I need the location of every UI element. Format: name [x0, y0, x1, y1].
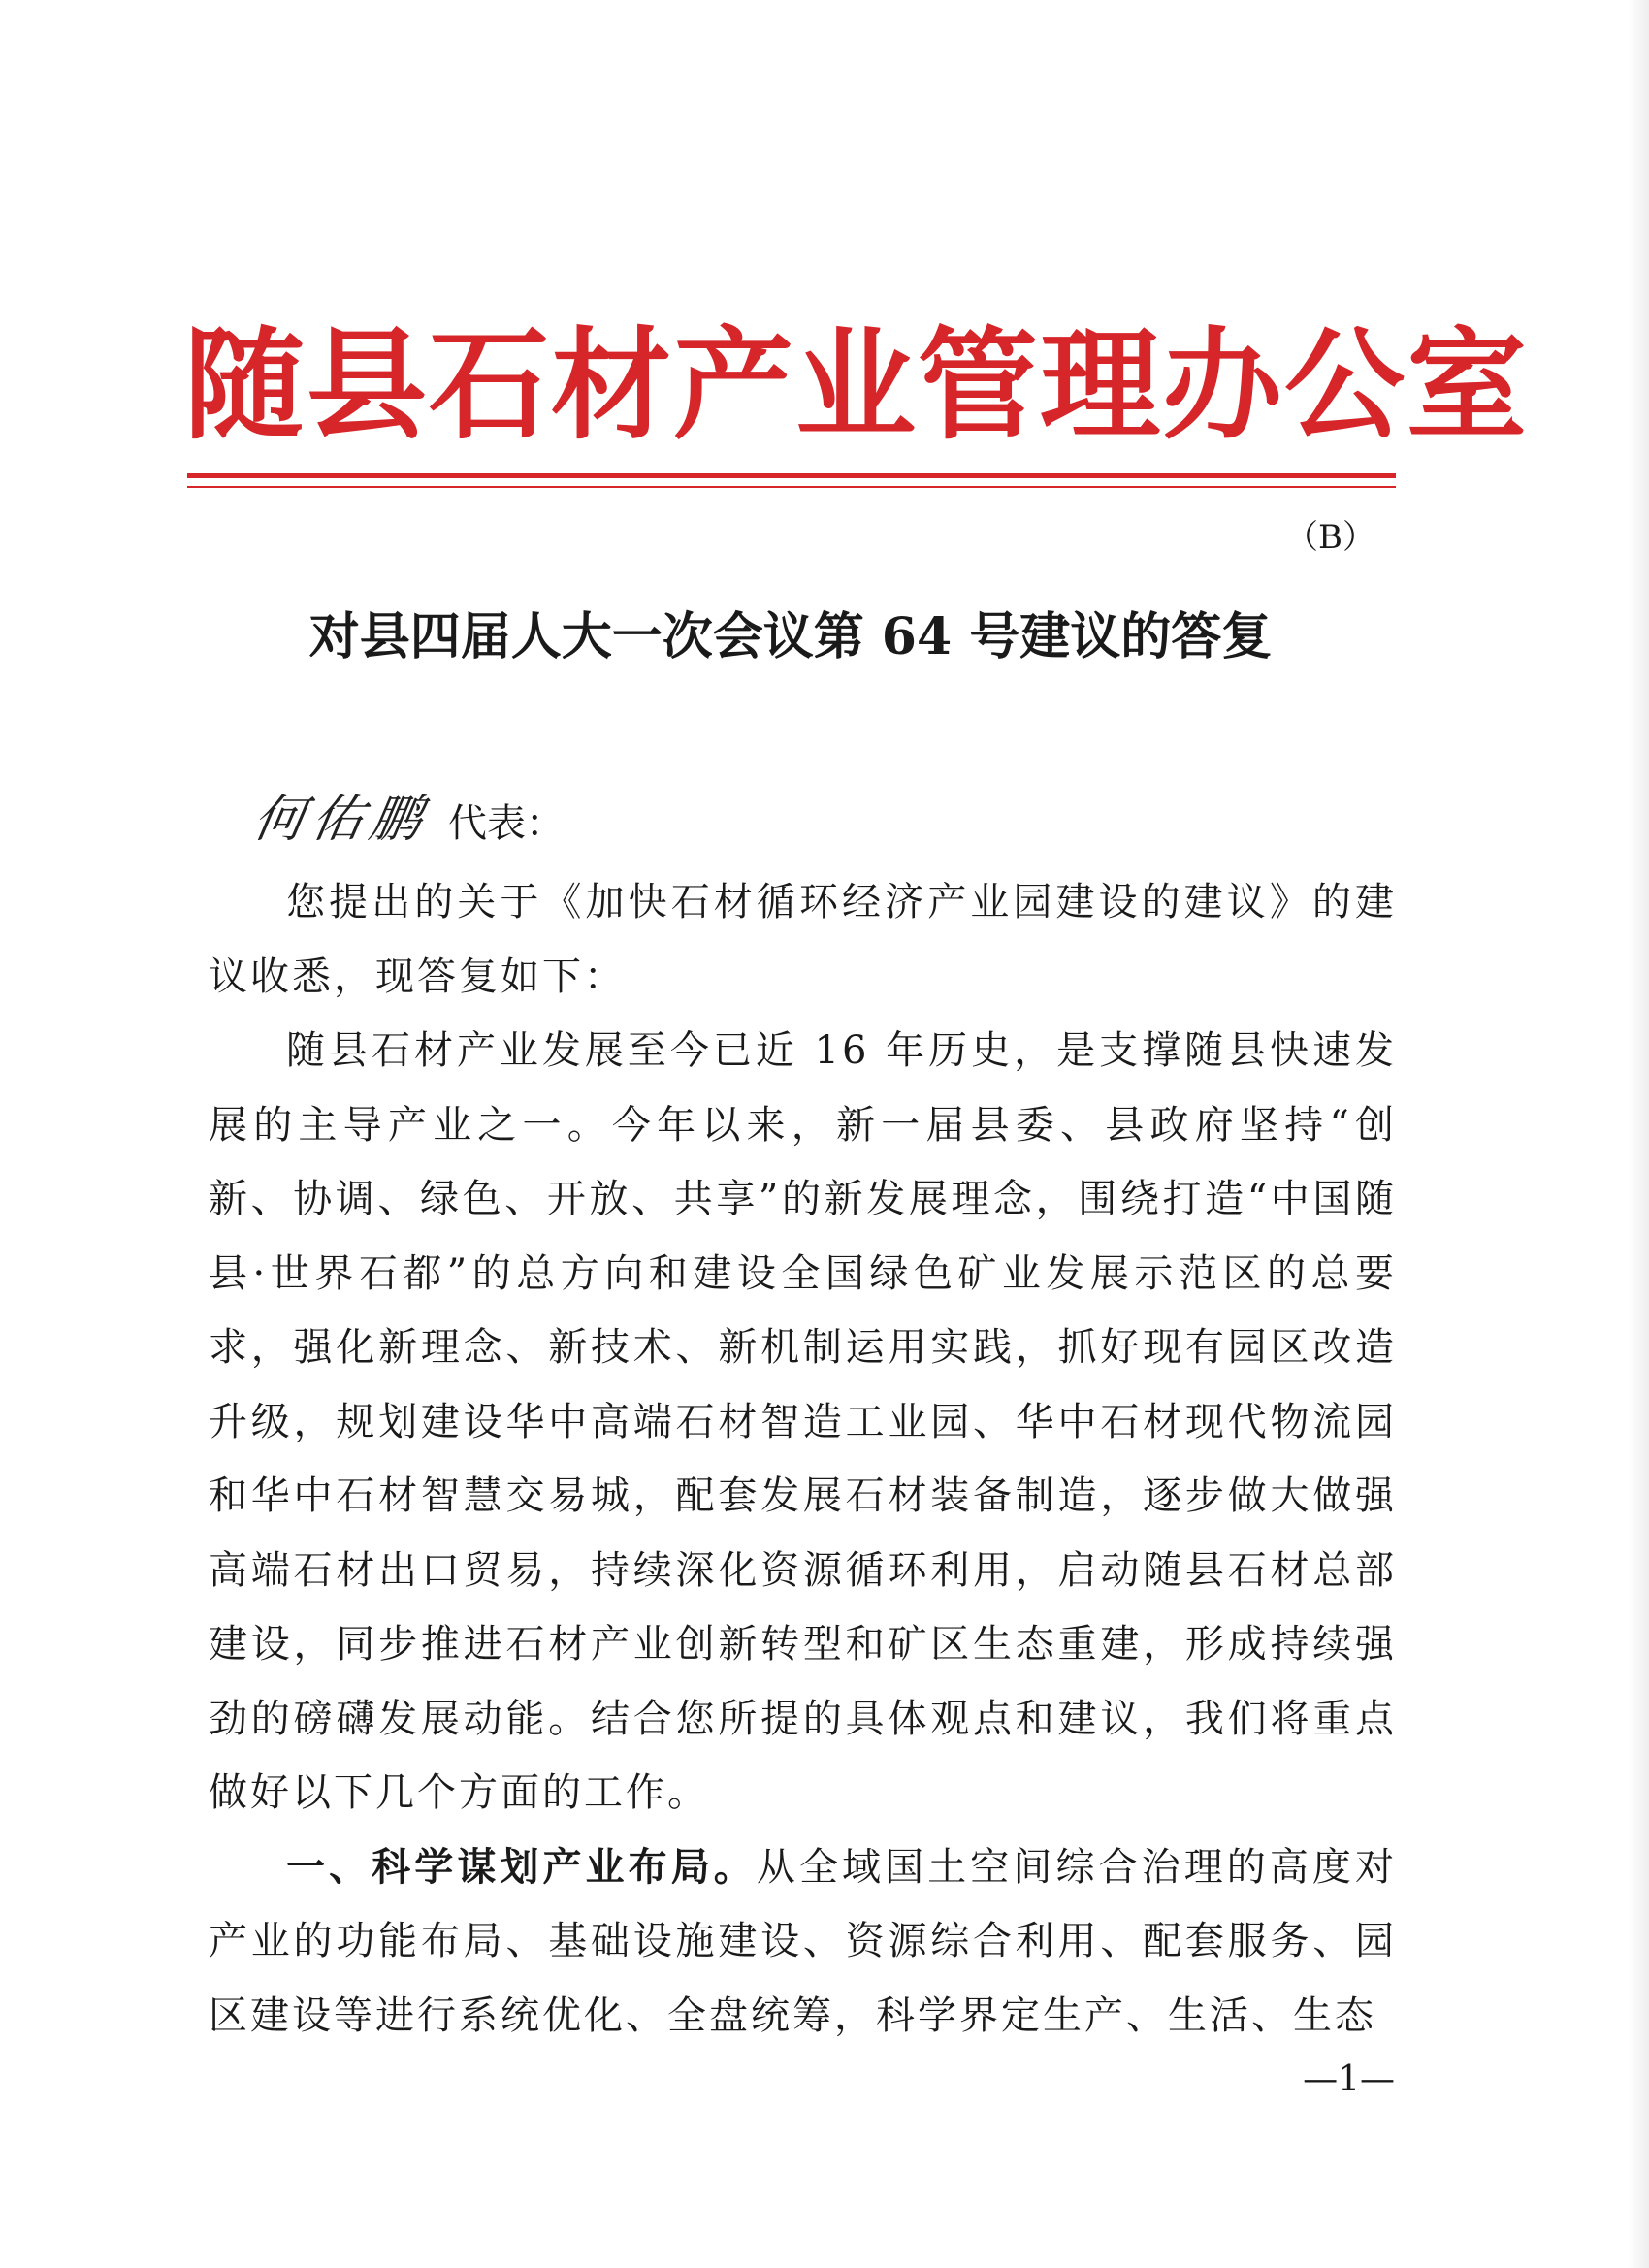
letterhead-rule-thin [187, 486, 1396, 488]
paragraph: 随县石材产业发展至今已近 16 年历史，是支撑随县快速发展的主导产业之一。今年以来，新一届县委、县政府坚持“创新、协调、绿色、开放、共享”的新发展理念，围绕打造“中国随县·世界石都”的总方向和建设全国绿色矿业发展示范区的总要求，强化新理念、新技术、新机制运用实践，抓好现有园区改造升级，规划建设华中高端石材智造工业园、华中石材现代物流园和华中石材智慧交易城，配套发展石材装备制造，逐步做大做强高端石材出口贸易，持续深化资源循环利用，启动随县石材总部建设，同步推进石材产业创新转型和矿区生态重建，形成持续强劲的磅礴发展动能。结合您所提的具体观点和建议，我们将重点做好以下几个方面的工作。 [209, 1028, 1397, 1815]
paragraph: 您提出的关于《加快石材循环经济产业园建设的建议》的建议收悉，现答复如下： [209, 880, 1397, 999]
document-class-mark: （B） [1285, 518, 1375, 557]
salutation-suffix: 代表： [448, 801, 566, 846]
handwritten-name: 何佑鹏 [248, 791, 435, 849]
letterhead-organization: 随县石材产业管理办公室 [184, 316, 1530, 456]
paragraph-lead: 一、科学谋划产业布局。 [286, 1843, 757, 1890]
body-text [209, 865, 1397, 2053]
paragraph-text: 从全域国土空间综合治理的高度对产业的功能布局、基础设施建设、资源综合利用、配套服务、园区建设等进行系统优化、全盘统筹，科学界定生产、生活、生态 [209, 1844, 1398, 2038]
paragraph [209, 1831, 1397, 2054]
salutation [248, 776, 566, 863]
letterhead-rule-thick [187, 473, 1396, 478]
document-title: 对县四届人大一次会议第 64 号建议的答复 [308, 607, 1273, 666]
page-number: —1— [1303, 2059, 1395, 2099]
page-edge-shadow [1628, 0, 1649, 2268]
